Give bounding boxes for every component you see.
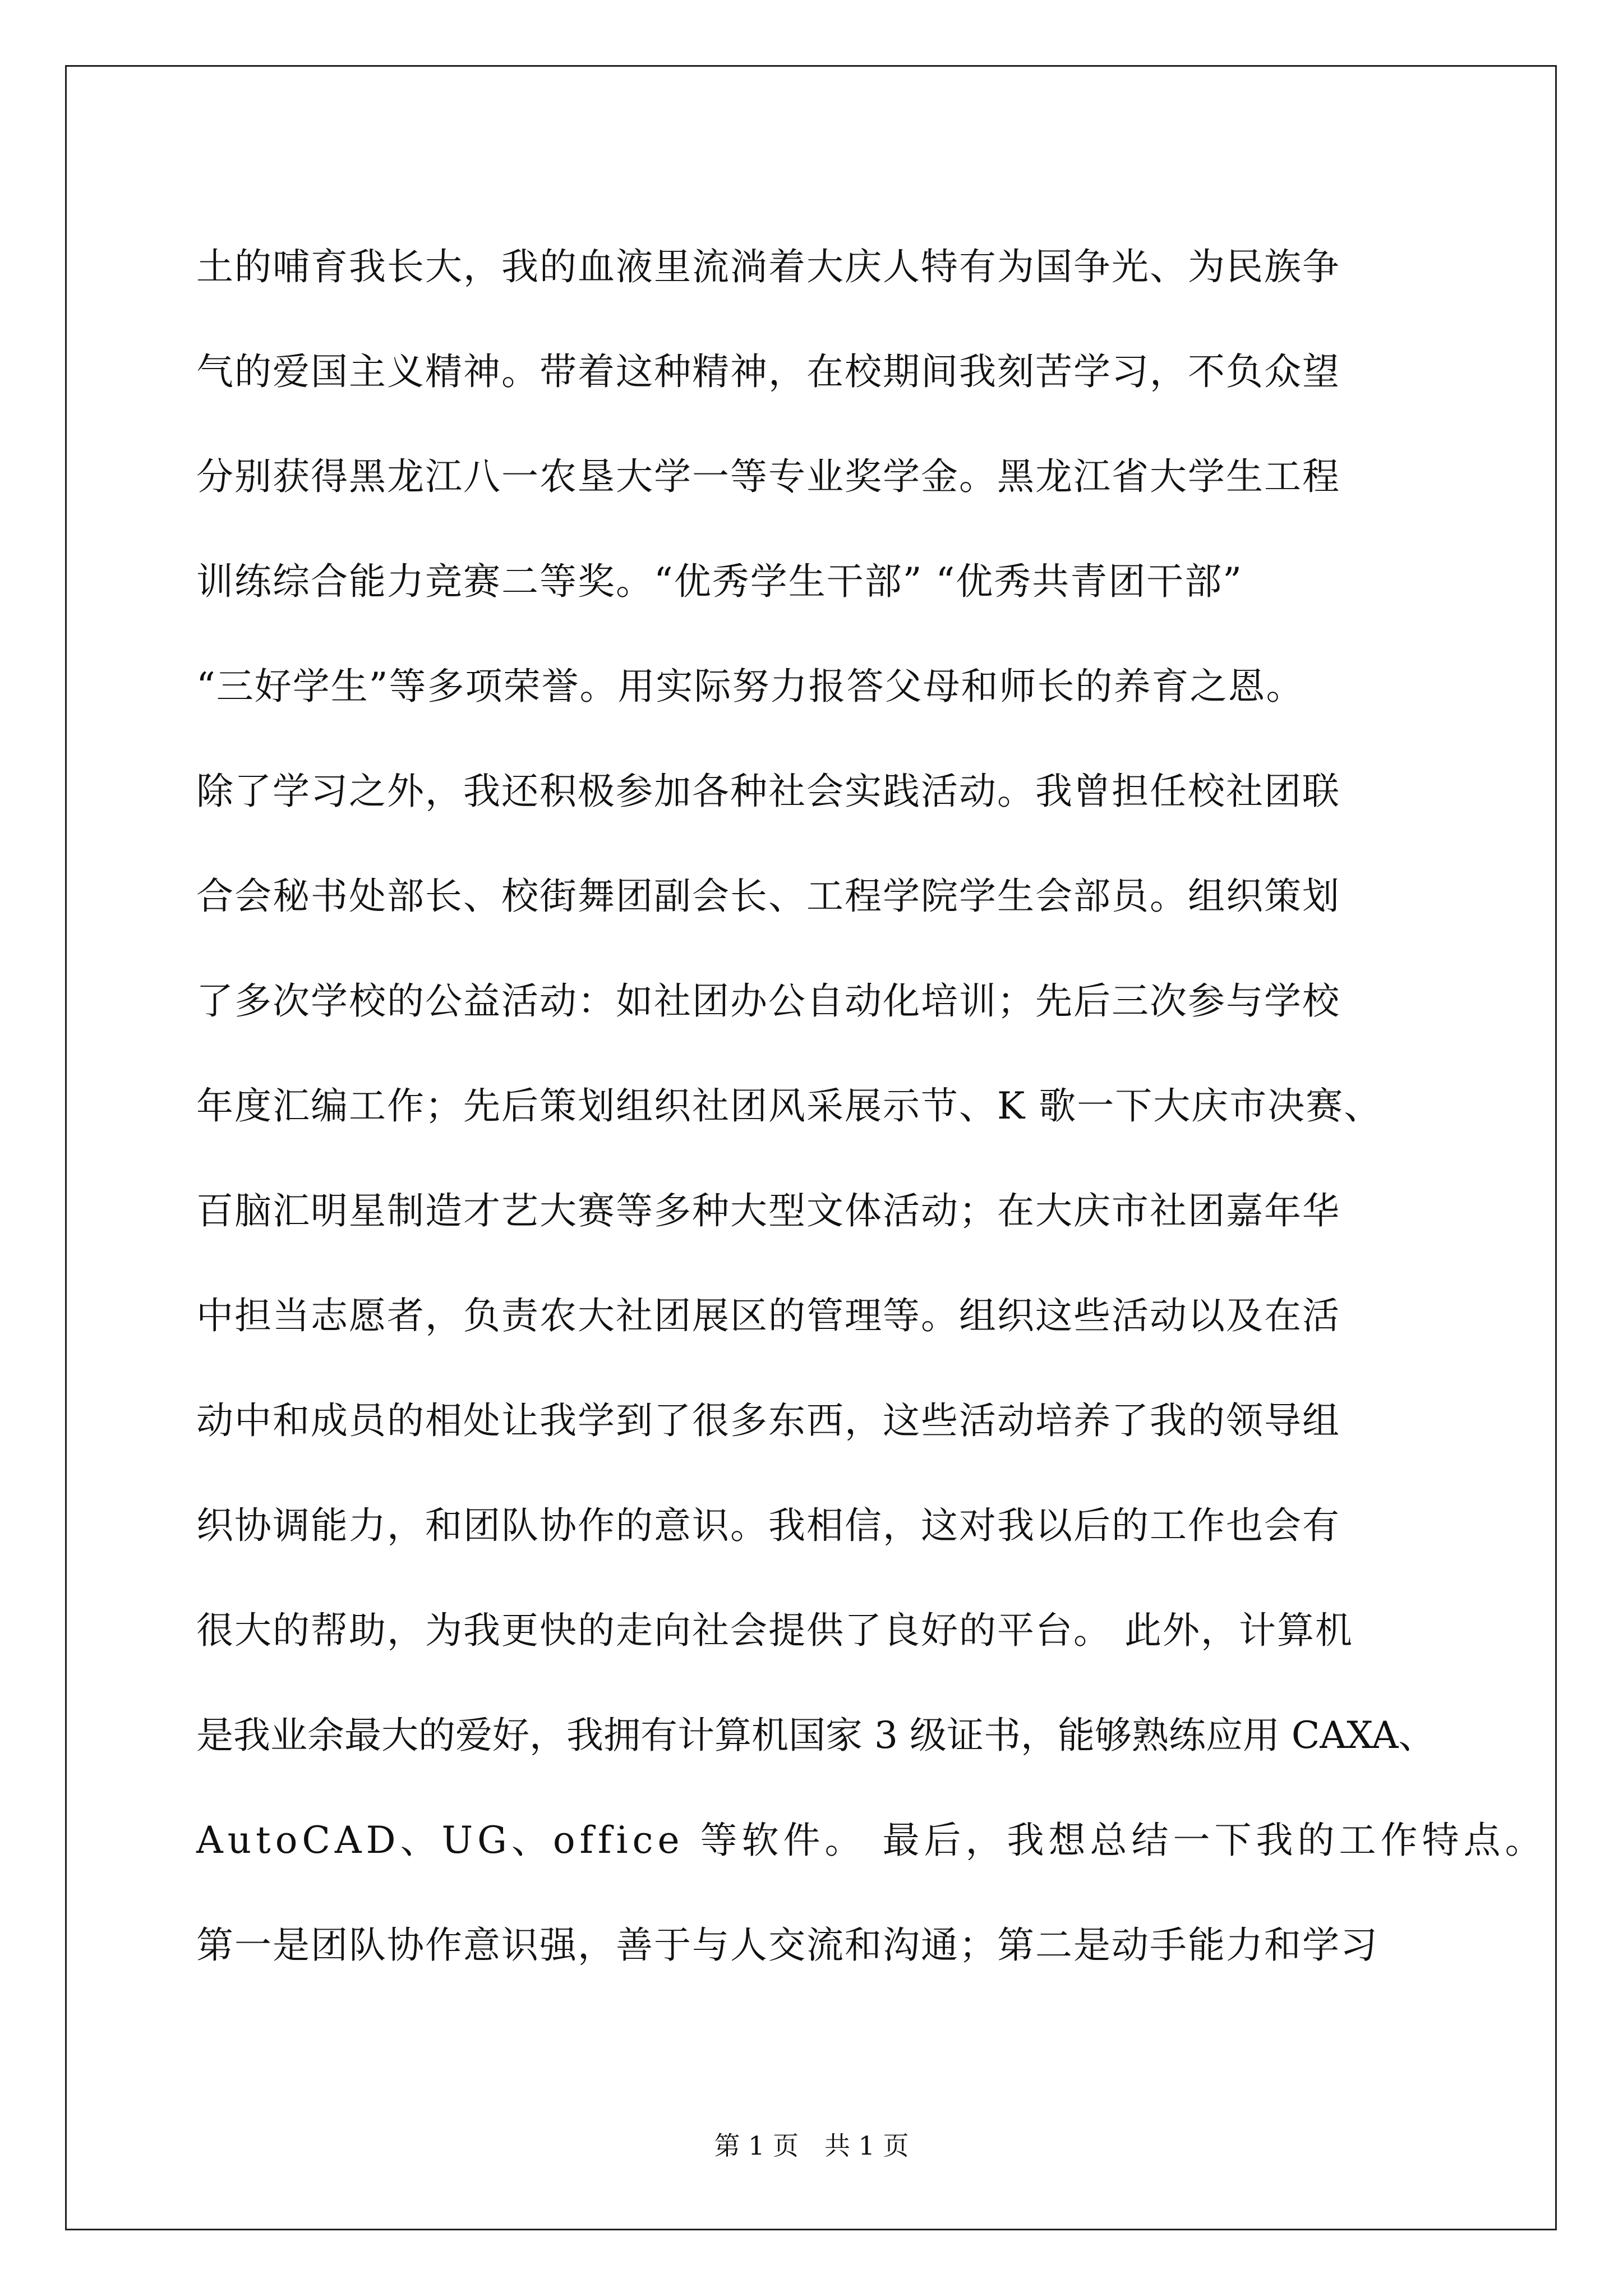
text-line: 气的爱国主义精神。带着这种精神，在校期间我刻苦学习，不负众望 <box>196 350 1340 393</box>
text-line: 分别获得黑龙江八一农垦大学一等专业奖学金。黑龙江省大学生工程 <box>196 455 1340 498</box>
page-footer <box>0 2129 1623 2162</box>
text-line: 第一是团队协作意识强，善于与人交流和沟通；第二是动手能力和学习 <box>196 1924 1378 1967</box>
text-line: 是我业余最大的爱好，我拥有计算机国家 3 级证书，能够熟练应用 CAXA、 <box>196 1714 1436 1757</box>
text-line: 训练综合能力竞赛二等奖。“优秀学生干部” “优秀共青团干部” <box>196 560 1243 603</box>
text-line: “三好学生”等多项荣誉。用实际努力报答父母和师长的养育之恩。 <box>196 665 1304 708</box>
text-line: 织协调能力，和团队协作的意识。我相信，这对我以后的工作也会有 <box>196 1504 1340 1547</box>
text-line: 动中和成员的相处让我学到了很多东西，这些活动培养了我的领导组 <box>196 1399 1340 1442</box>
text-line: 土的哺育我长大，我的血液里流淌着大庆人特有为国争光、为民族争 <box>196 245 1340 288</box>
text-line: 合会秘书处部长、校街舞团副会长、工程学院学生会部员。组织策划 <box>196 875 1340 918</box>
text-line: 很大的帮助，为我更快的走向社会提供了良好的平台。 此外，计算机 <box>196 1609 1353 1652</box>
text-line: 除了学习之外，我还积极参加各种社会实践活动。我曾担任校社团联 <box>196 770 1340 813</box>
text-line: 中担当志愿者，负责农大社团展区的管理等。组织这些活动以及在活 <box>196 1294 1340 1337</box>
text-line: 百脑汇明星制造才艺大赛等多种大型文体活动；在大庆市社团嘉年华 <box>196 1189 1340 1232</box>
page-total: 共 1 页 <box>824 2131 909 2161</box>
page-number: 第 1 页 <box>714 2131 799 2161</box>
text-line: AutoCAD、UG、office 等软件。 最后，我想总结一下我的工作特点。 <box>196 1819 1547 1862</box>
text-line: 年度汇编工作；先后策划组织社团风采展示节、K 歌一下大庆市决赛、 <box>196 1084 1382 1128</box>
document-body <box>196 214 1547 1998</box>
text-line: 了多次学校的公益活动：如社团办公自动化培训；先后三次参与学校 <box>196 979 1340 1023</box>
